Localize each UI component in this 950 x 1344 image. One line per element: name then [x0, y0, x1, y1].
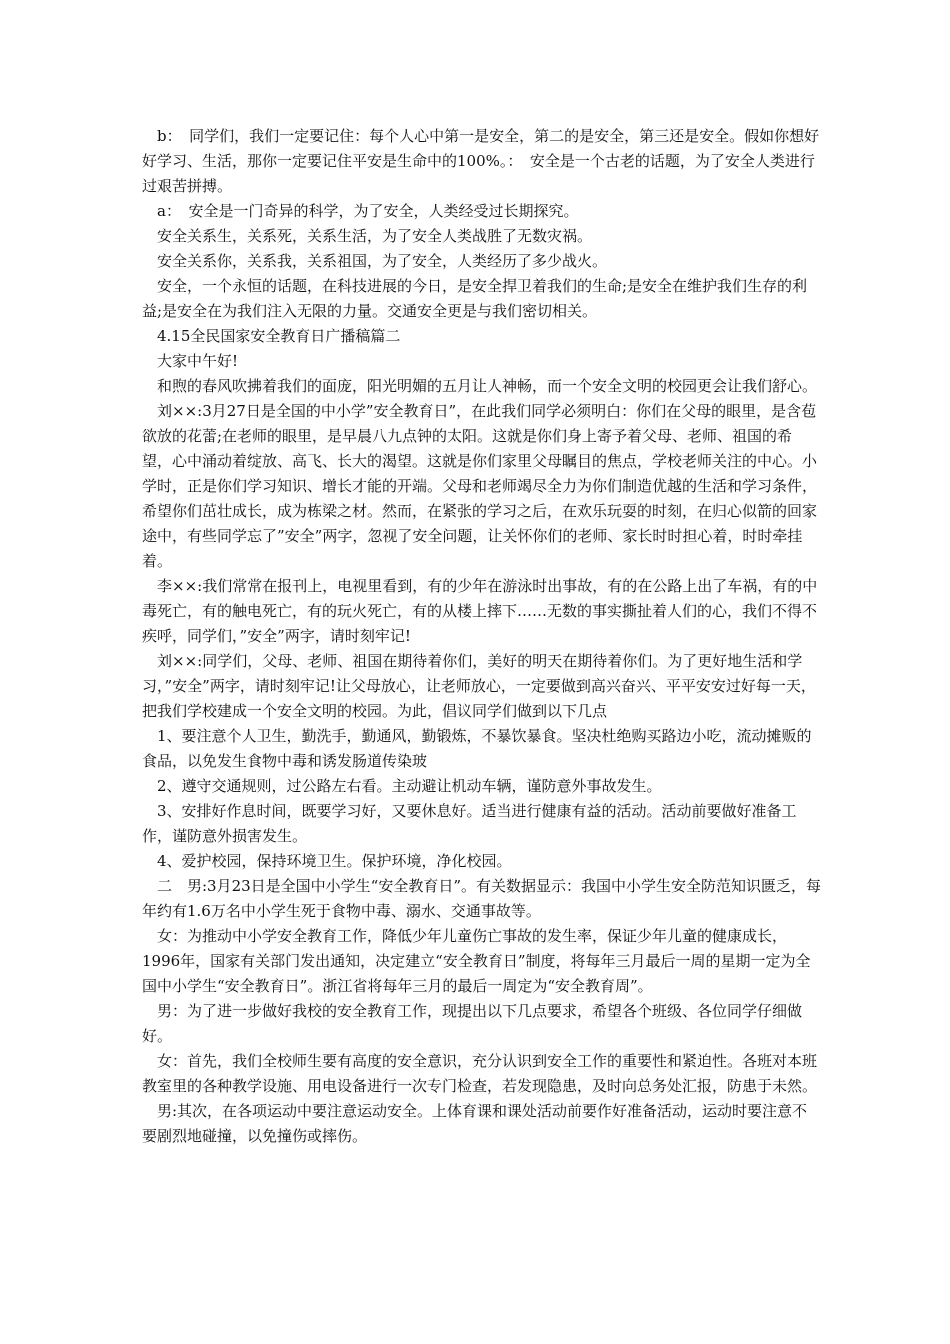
list-item-2: 2、遵守交通规则，过公路左右看。主动避让机动车辆，谨防意外事故发生。: [157, 777, 662, 795]
paragraph-male-1: 男：为了进一步做好我校的安全教育工作，现提出以下几点要求，希望各个班级、各位同学仔细做好。: [142, 1002, 803, 1045]
list-item-1: 1、要注意个人卫生，勤洗手，勤通风，勤锻炼，不暴饮暴食。坚决杜绝购买路边小吃，流动摊贩的食品，以免发生食物中毒和诱发肠道传染玻: [142, 727, 812, 770]
paragraph-female-1: 女：为推动中小学安全教育工作，降低少年儿童伤亡事故的发生率，保证少年儿童的健康成长，1996年，国家有关部门发出通知，决定建立“安全教育日”制度，将每年三月最后一周的星期一定为全国中小学生“安全教育日”。浙江省将每年三月的最后一周定为“安全教育周”。: [142, 927, 811, 995]
paragraph-greeting: 大家中午好!: [157, 352, 239, 370]
paragraph-you-me: 安全关系你，关系我，关系祖国，为了安全，人类经历了多少战火。: [157, 252, 608, 270]
paragraph-part-two-male: 二 男:3月23日是全国中小学生“安全教育日”。有关数据显示：我国中小学生安全防范知识匮乏，每年约有1.6万名中小学生死于食物中毒、溺水、交通事故等。: [142, 877, 822, 920]
document-page: [142, 124, 822, 1149]
paragraph-female-2: 女：首先，我们全校师生要有高度的安全意识，充分认识到安全工作的重要性和紧迫性。各班对本班教室里的各种教学设施、用电设备进行一次专门检查，若发现隐患，及时向总务处汇报，防患于未然。: [142, 1052, 818, 1095]
paragraph-male-2: 男:其次，在各项运动中要注意运动安全。上体育课和课处活动前要作好准备活动，运动时要注意不要剧烈地碰撞，以免撞伤或摔伤。: [142, 1102, 808, 1145]
paragraph-liu-2: 刘××:同学们，父母、老师、祖国在期待着你们，美好的明天在期待着你们。为了更好地生活和学习，”安全”两字，请时刻牢记!让父母放心，让老师放心，一定要做到高兴奋兴、平平安安过好每一天，把我们学校建成一个安全文明的校园。为此，倡议同学们做到以下几点: [142, 652, 816, 720]
list-item-4: 4、爱护校园，保持环境卫生。保护环境，净化校园。: [157, 852, 512, 870]
paragraph-liu-1: 刘××:3月27日是全国的中小学”安全教育日”，在此我们同学必须明白：你们在父母的眼里，是含苞欲放的花蕾;在老师的眼里，是早晨八九点钟的太阳。这就是你们身上寄予着父母、老师、祖国的希望，心中涌动着绽放、高飞、长大的渴望。这就是你们家里父母瞩目的焦点，学校老师关注的中心。小学时，正是你们学习知识、增长才能的开端。父母和老师竭尽全力为你们制造优越的生活和学习条件，希望你们茁壮成长，成为栋梁之材。然而，在紧张的学习之后，在欢乐玩耍的时刻，在归心似箭的回家途中，有些同学忘了”安全”两字，忽视了安全问题，让关怀你们的老师、家长时时担心着，时时牵挂着。: [142, 402, 818, 570]
paragraph-life-death: 安全关系生，关系死，关系生活，为了安全人类战胜了无数灾祸。: [157, 227, 593, 245]
paragraph-speaker-b: b： 同学们，我们一定要记住：每个人心中第一是安全，第二的是安全，第三还是安全。假如你想好好学习、生活，那你一定要记住平安是生命中的100%。： 安全是一个古老的话题，为了安全人类进行过艰苦拼搏。: [142, 127, 820, 195]
section-heading: 4.15全民国家安全教育日广播稿篇二: [157, 327, 401, 345]
paragraph-spring-breeze: 和煦的春风吹拂着我们的面庞，阳光明媚的五月让人神畅，而一个安全文明的校园更会让我们舒心。: [157, 377, 818, 395]
paragraph-eternal-topic: 安全，一个永恒的话题，在科技进展的今日，是安全捍卫着我们的生命;是安全在维护我们生存的利益;是安全在为我们注入无限的力量。交通安全更是与我们密切相关。: [142, 277, 808, 320]
paragraph-li: 李××:我们常常在报刊上，电视里看到，有的少年在游泳时出事故，有的在公路上出了车祸，有的中毒死亡，有的触电死亡，有的玩火死亡，有的从楼上摔下……无数的事实撕扯着人们的心，我们不得不疾呼，同学们，”安全”两字，请时刻牢记!: [142, 577, 818, 645]
paragraph-speaker-a: a： 安全是一门奇异的科学，为了安全，人类经受过长期探究。: [157, 202, 579, 220]
list-item-3: 3、安排好作息时间，既要学习好，又要休息好。适当进行健康有益的活动。活动前要做好准备工作，谨防意外损害发生。: [142, 802, 797, 845]
